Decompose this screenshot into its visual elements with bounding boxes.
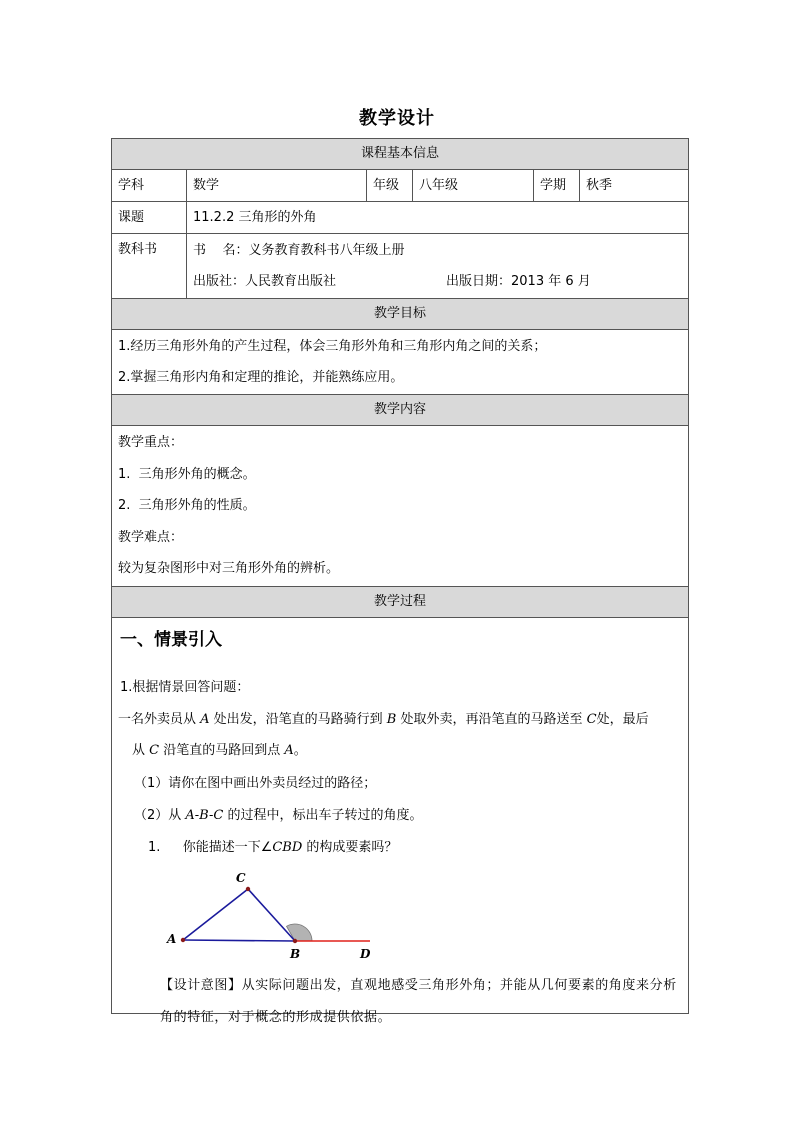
- sub-question-1: （1）请你在图中画出外卖员经过的路径；: [134, 775, 377, 791]
- content-header: 教学内容: [112, 395, 689, 426]
- exterior-angle-marker: [287, 924, 313, 941]
- point-c: [246, 886, 250, 890]
- objectives-body: [112, 330, 689, 395]
- objective-item: 1.经历三角形外角的产生过程，体会三角形外角和三角形内角之间的关系；: [118, 339, 547, 354]
- publish-date: 出版日期：2013 年 6 月: [446, 274, 591, 289]
- topic-value: 11.2.2 三角形的外角: [187, 202, 689, 234]
- content-line: 教学难点：: [118, 529, 184, 545]
- grade-label: 年级: [367, 170, 413, 202]
- textbook-info: [187, 234, 689, 299]
- segment-ac: [183, 889, 248, 940]
- content-line: 教学重点：: [118, 435, 184, 450]
- label-c: C: [236, 870, 246, 885]
- section-title: 一、情景引入: [120, 629, 222, 650]
- topic-label: 课题: [112, 202, 187, 234]
- process-body: [112, 617, 689, 1025]
- process-header: 教学过程: [112, 586, 689, 617]
- content-body: [112, 426, 689, 587]
- label-d: D: [360, 946, 371, 958]
- subject-label: 学科: [112, 170, 187, 202]
- question-intro: 1.根据情景回答问题：: [120, 679, 250, 695]
- document-title: 教学设计: [359, 108, 435, 129]
- question-number: 1.: [148, 839, 161, 855]
- point-a: [181, 937, 185, 941]
- story-line-2: 从 C 沿笔直的马路回到点 A。: [132, 742, 307, 758]
- segment-cb: [248, 889, 295, 941]
- label-b: B: [290, 946, 301, 958]
- story-line-1: 一名外卖员从 A 处出发，沿笔直的马路骑行到 B 处取外卖，再沿笔直的马路送至 C处，最后: [118, 711, 649, 727]
- term-value: 秋季: [580, 170, 689, 202]
- content-line: 1. 三角形外角的概念。: [118, 466, 256, 482]
- sub-question-2: （2）从 A-B-C 的过程中，标出车子转过的角度。: [134, 807, 423, 823]
- publisher: 出版社：人民教育出版社: [193, 274, 337, 289]
- objective-item: 2.掌握三角形内角和定理的推论，并能熟练应用。: [118, 370, 404, 385]
- term-label: 学期: [534, 170, 580, 202]
- segment-ab: [183, 940, 295, 941]
- design-intent: 【设计意图】从实际问题出发，直观地感受三角形外角；并能从几何要素的角度来分析角的特征，对于概念的形成提供依据。: [160, 977, 677, 1025]
- objectives-header: 教学目标: [112, 299, 689, 330]
- triangle-exterior-angle-figure: [164, 858, 424, 958]
- grade-value: 八年级: [413, 170, 534, 202]
- content-line: 2. 三角形外角的性质。: [118, 498, 256, 513]
- point-b: [293, 938, 297, 942]
- content-line: 较为复杂图形中对三角形外角的辨析。: [118, 561, 340, 576]
- numbered-question: 1. 你能描述一下∠CBD 的构成要素吗？: [148, 839, 398, 855]
- lesson-table: [111, 138, 689, 1025]
- label-a: A: [167, 931, 177, 946]
- publisher-line: [193, 266, 682, 297]
- book-name: 书 名：义务教育教科书八年级上册: [193, 243, 405, 258]
- basic-info-header: 课程基本信息: [112, 139, 689, 170]
- subject-value: 数学: [187, 170, 367, 202]
- textbook-label: 教科书: [112, 234, 187, 299]
